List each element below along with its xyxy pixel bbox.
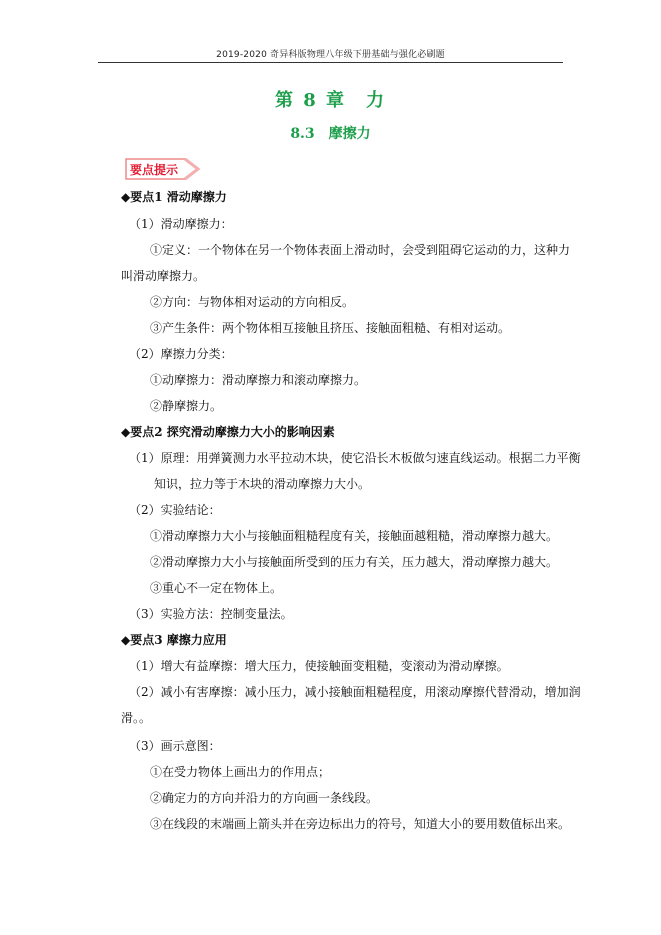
list-item: ①定义：一个物体在另一个物体表面上滑动时，会受到阻碍它运动的力，这种力 xyxy=(150,243,571,257)
list-item: ①滑动摩擦力大小与接触面粗糙程度有关，接触面越粗糙，滑动摩擦力越大。 xyxy=(150,529,559,543)
header-rule xyxy=(98,62,563,63)
list-item: （2）摩擦力分类： xyxy=(129,347,233,361)
list-item: （3）画示意图： xyxy=(129,739,221,753)
section-title: 8.3 摩擦力 xyxy=(290,126,371,142)
list-item: （1）增大有益摩擦：增大压力，使接触面变粗糙，变滚动为滑动摩擦。 xyxy=(129,659,509,673)
list-item: ②方向：与物体相对运动的方向相反。 xyxy=(150,295,355,309)
list-item: ③产生条件：两个物体相互接触且挤压、接触面粗糙、有相对运动。 xyxy=(150,321,511,335)
page-header: 2019-2020 奇异科版物理八年级下册基础与强化必刷题 xyxy=(216,50,445,60)
list-item: ①在受力物体上画出力的作用点； xyxy=(150,765,331,779)
list-item: （3）实验方法：控制变量法。 xyxy=(129,607,293,621)
list-item: ①动摩擦力：滑动摩擦力和滚动摩擦力。 xyxy=(150,373,367,387)
point-1-heading: ◆要点1 滑动摩擦力 xyxy=(121,190,227,204)
chapter-title: 第 8 章 力 xyxy=(274,90,387,111)
list-item: ③重心不一定在物体上。 xyxy=(150,581,283,595)
list-item: （2）减小有害摩擦：减小压力，减小接触面粗糙程度，用滚动摩擦代替滑动，增加润 xyxy=(129,685,581,699)
point-2-heading: ◆要点2 探究滑动摩擦力大小的影响因素 xyxy=(121,425,335,439)
point-3-heading: ◆要点3 摩擦力应用 xyxy=(121,633,227,647)
list-item: （1）滑动摩擦力： xyxy=(129,217,233,231)
list-item: 叫滑动摩擦力。 xyxy=(121,269,206,283)
list-item: ②滑动摩擦力大小与接触面所受到的压力有关，压力越大，滑动摩擦力越大。 xyxy=(150,555,559,569)
list-item: （2）实验结论： xyxy=(129,503,221,517)
list-item: ②静摩擦力。 xyxy=(150,399,223,413)
key-points-tag xyxy=(123,156,203,182)
list-item: ②确定力的方向并沿力的方向画一条线段。 xyxy=(150,791,379,805)
key-points-label: 要点提示 xyxy=(130,163,179,177)
list-item: ③在线段的末端画上箭头并在旁边标出力的符号，知道大小的要用数值标出来。 xyxy=(150,817,571,831)
list-item: 滑。。 xyxy=(121,711,152,725)
list-item: （1）原理：用弹簧测力水平拉动木块，使它沿长木板做匀速直线运动。根据二力平衡 xyxy=(129,451,581,465)
list-item: 知识，拉力等于木块的滑动摩擦力大小。 xyxy=(154,477,371,491)
